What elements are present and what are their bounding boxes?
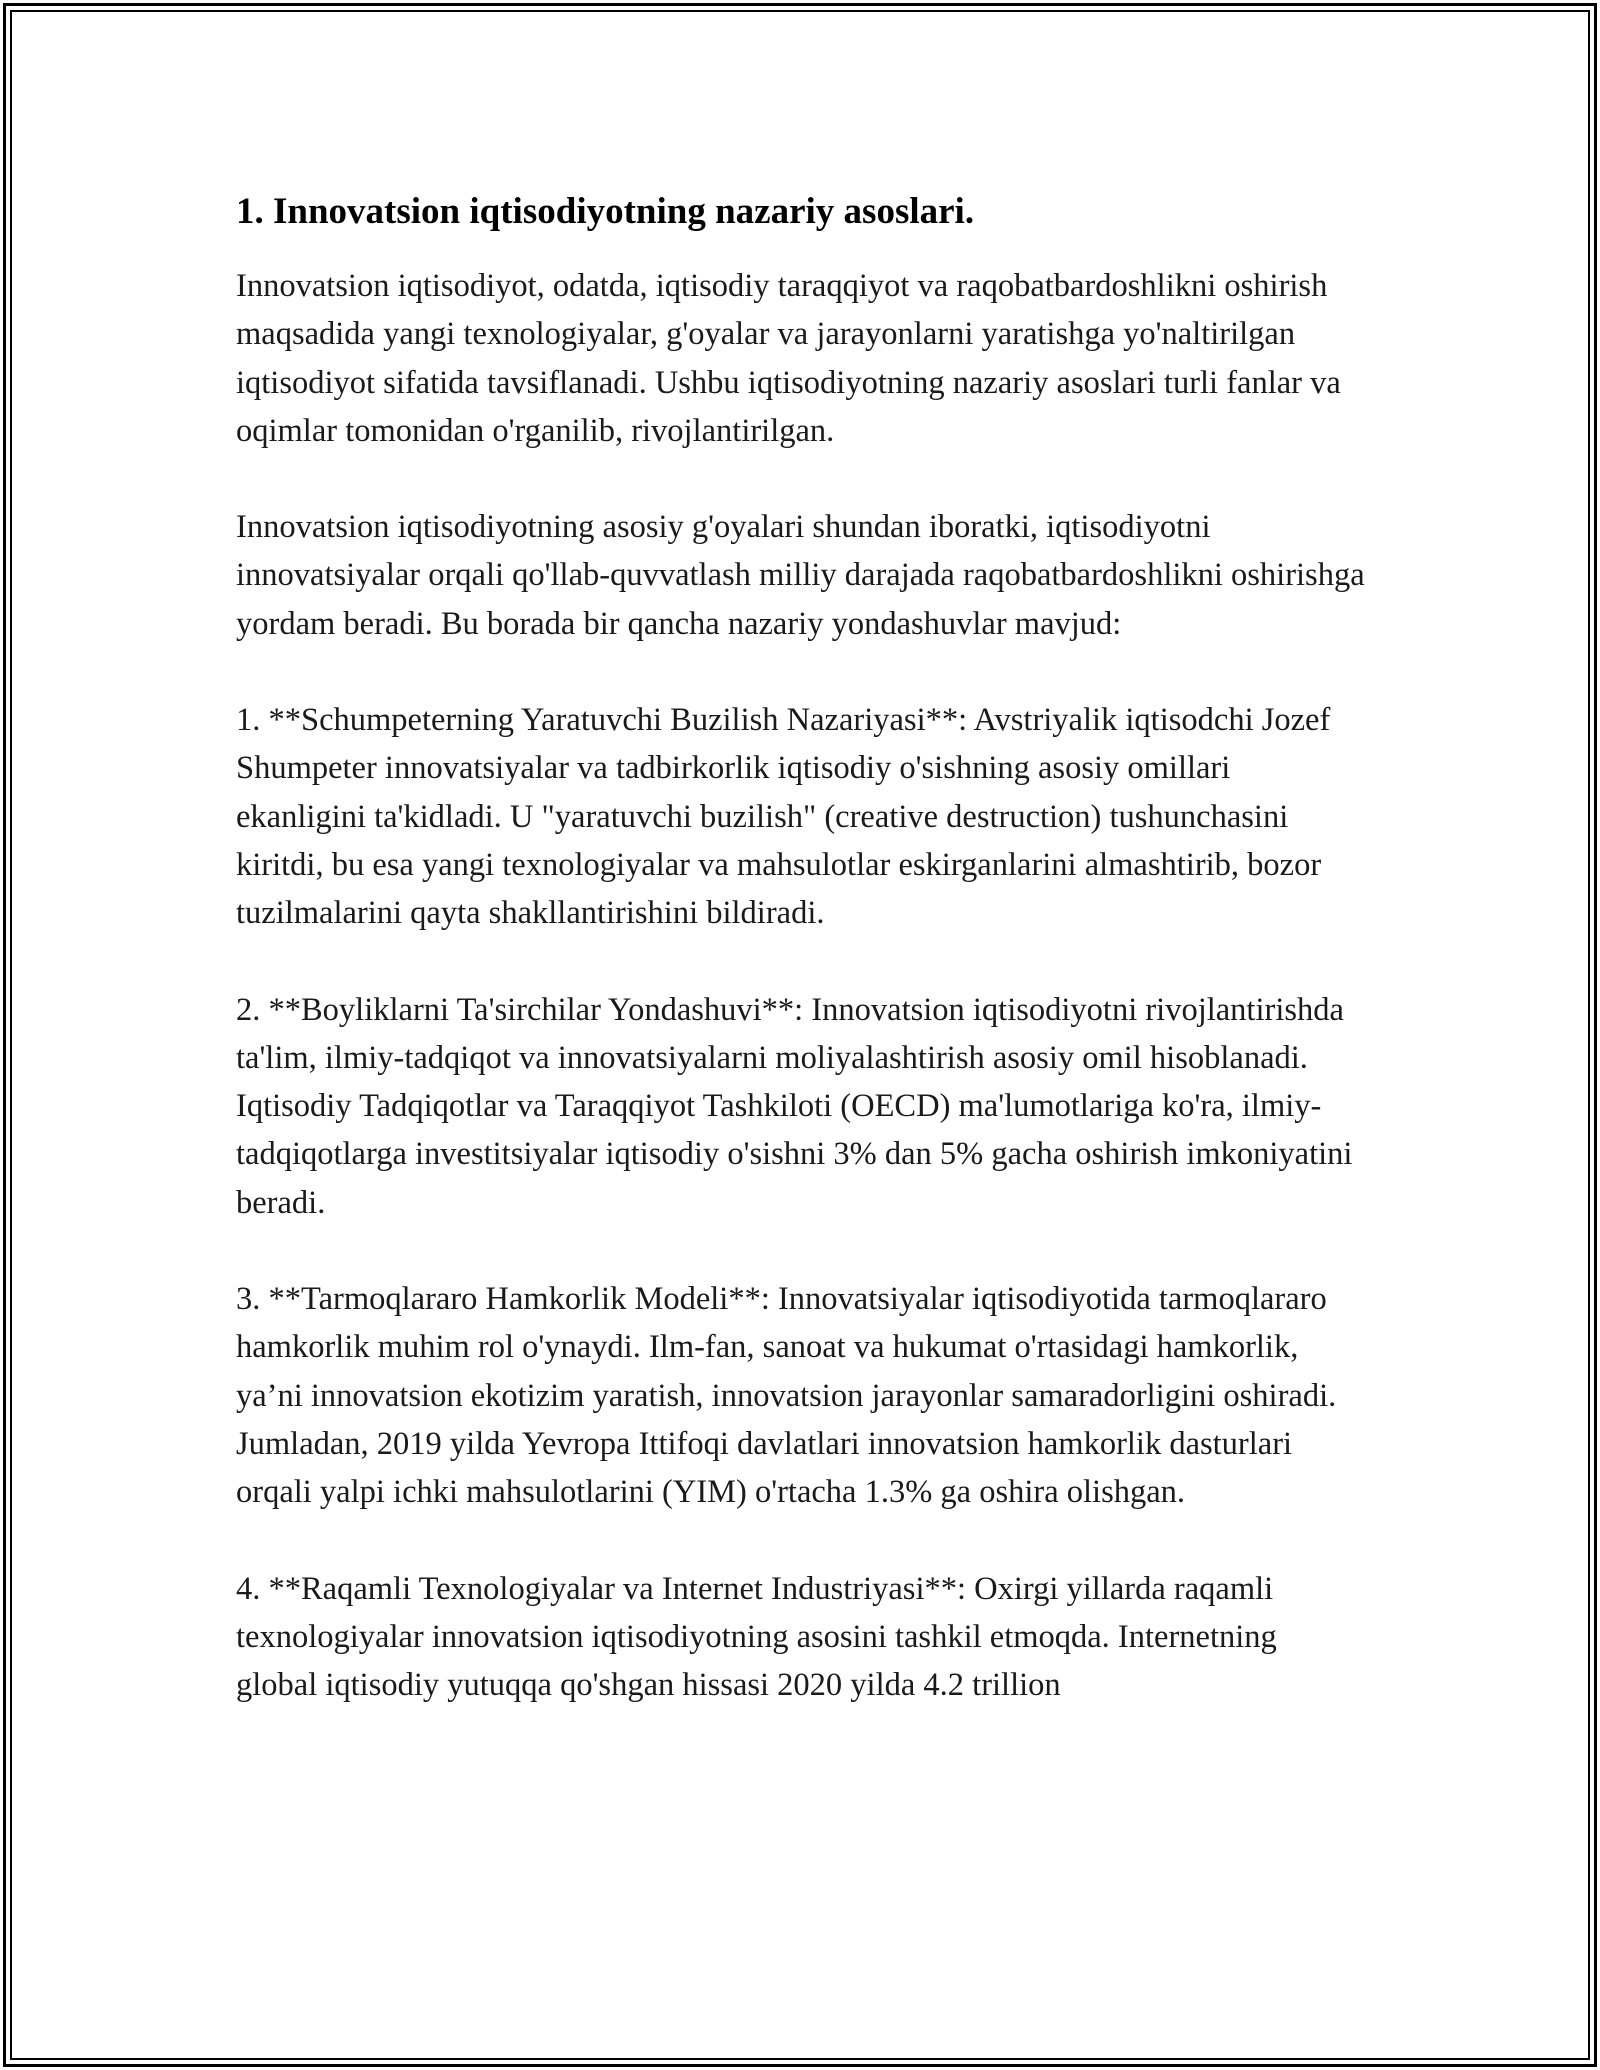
- paragraph-item-2: 2. **Boyliklarni Ta'sirchilar Yondashuvi**: Innovatsion iqtisodiyotni rivojlantirishda ta'lim, ilmiy-tadqiqot va innovatsiyalarni moliyalashtirish asosiy omil hisoblanadi. Iqtisodiy Tadqiqotlar va Taraqqiyot Tashkiloti (OECD) ma'lumotlariga ko'ra, ilmiy-tadqiqotlarga investitsiyalar iqtisodiy o'sishni 3% dan 5% gacha oshirish imkoniyatini beradi.: [236, 991, 1353, 1221]
- paragraph-intro: Innovatsion iqtisodiyot, odatda, iqtisodiy taraqqiyot va raqobatbardoshlikni oshirish maqsadida yangi texnologiyalar, g'oyalar va jarayonlarni yaratishga yo'naltirilgan iqtisodiyot sifatida tavsiflanadi. Ushbu iqtisodiyotning nazariy asoslari turli fanlar va oqimlar tomonidan o'rganilib, rivojlantirilgan.: [236, 268, 1341, 449]
- section-heading: 1. Innovatsion iqtisodiyotning nazariy asoslari.: [236, 191, 975, 232]
- paragraph-item-4: 4. **Raqamli Texnologiyalar va Internet Industriyasi**: Oxirgi yillarda raqamli texnologiyalar innovatsion iqtisodiyotning asosini tashkil etmoqda. Internetning global iqtisodiy yutuqqa qo'shgan hissasi 2020 yilda 4.2 trillion: [236, 1570, 1277, 1704]
- paragraph-main-ideas: Innovatsion iqtisodiyotning asosiy g'oyalari shundan iboratki, iqtisodiyotni innovatsiyalar orqali qo'llab-quvvatlash milliy darajada raqobatbardoshlikni oshirishga yordam beradi. Bu borada bir qancha nazariy yondashuvlar mavjud:: [236, 509, 1365, 642]
- paragraph-item-3: 3. **Tarmoqlararo Hamkorlik Modeli**: Innovatsiyalar iqtisodiyotida tarmoqlararo hamkorlik muhim rol o'ynaydi. Ilm-fan, sanoat va hukumat o'rtasidagi hamkorlik, ya’ni innovatsion ekotizim yaratish, innovatsion jarayonlar samaradorligini oshiradi. Jumladan, 2019 yilda Yevropa Ittifoqi davlatlari innovatsion hamkorlik dasturlari orqali yalpi ichki mahsulotlarini (YIM) o'rtacha 1.3% ga oshira olishgan.: [236, 1281, 1337, 1511]
- document-body: [236, 188, 1366, 1757]
- paragraph-item-1: 1. **Schumpeterning Yaratuvchi Buzilish Nazariyasi**: Avstriyalik iqtisodchi Jozef Shumpeter innovatsiyalar va tadbirkorlik iqtisodiy o'sishning asosiy omillari ekanligini ta'kidladi. U "yaratuvchi buzilish" (creative destruction) tushunchasini kiritdi, bu esa yangi texnologiyalar va mahsulotlar eskirganlarini almashtirib, bozor tuzilmalarini qayta shakllantirishini bildiradi.: [236, 702, 1331, 932]
